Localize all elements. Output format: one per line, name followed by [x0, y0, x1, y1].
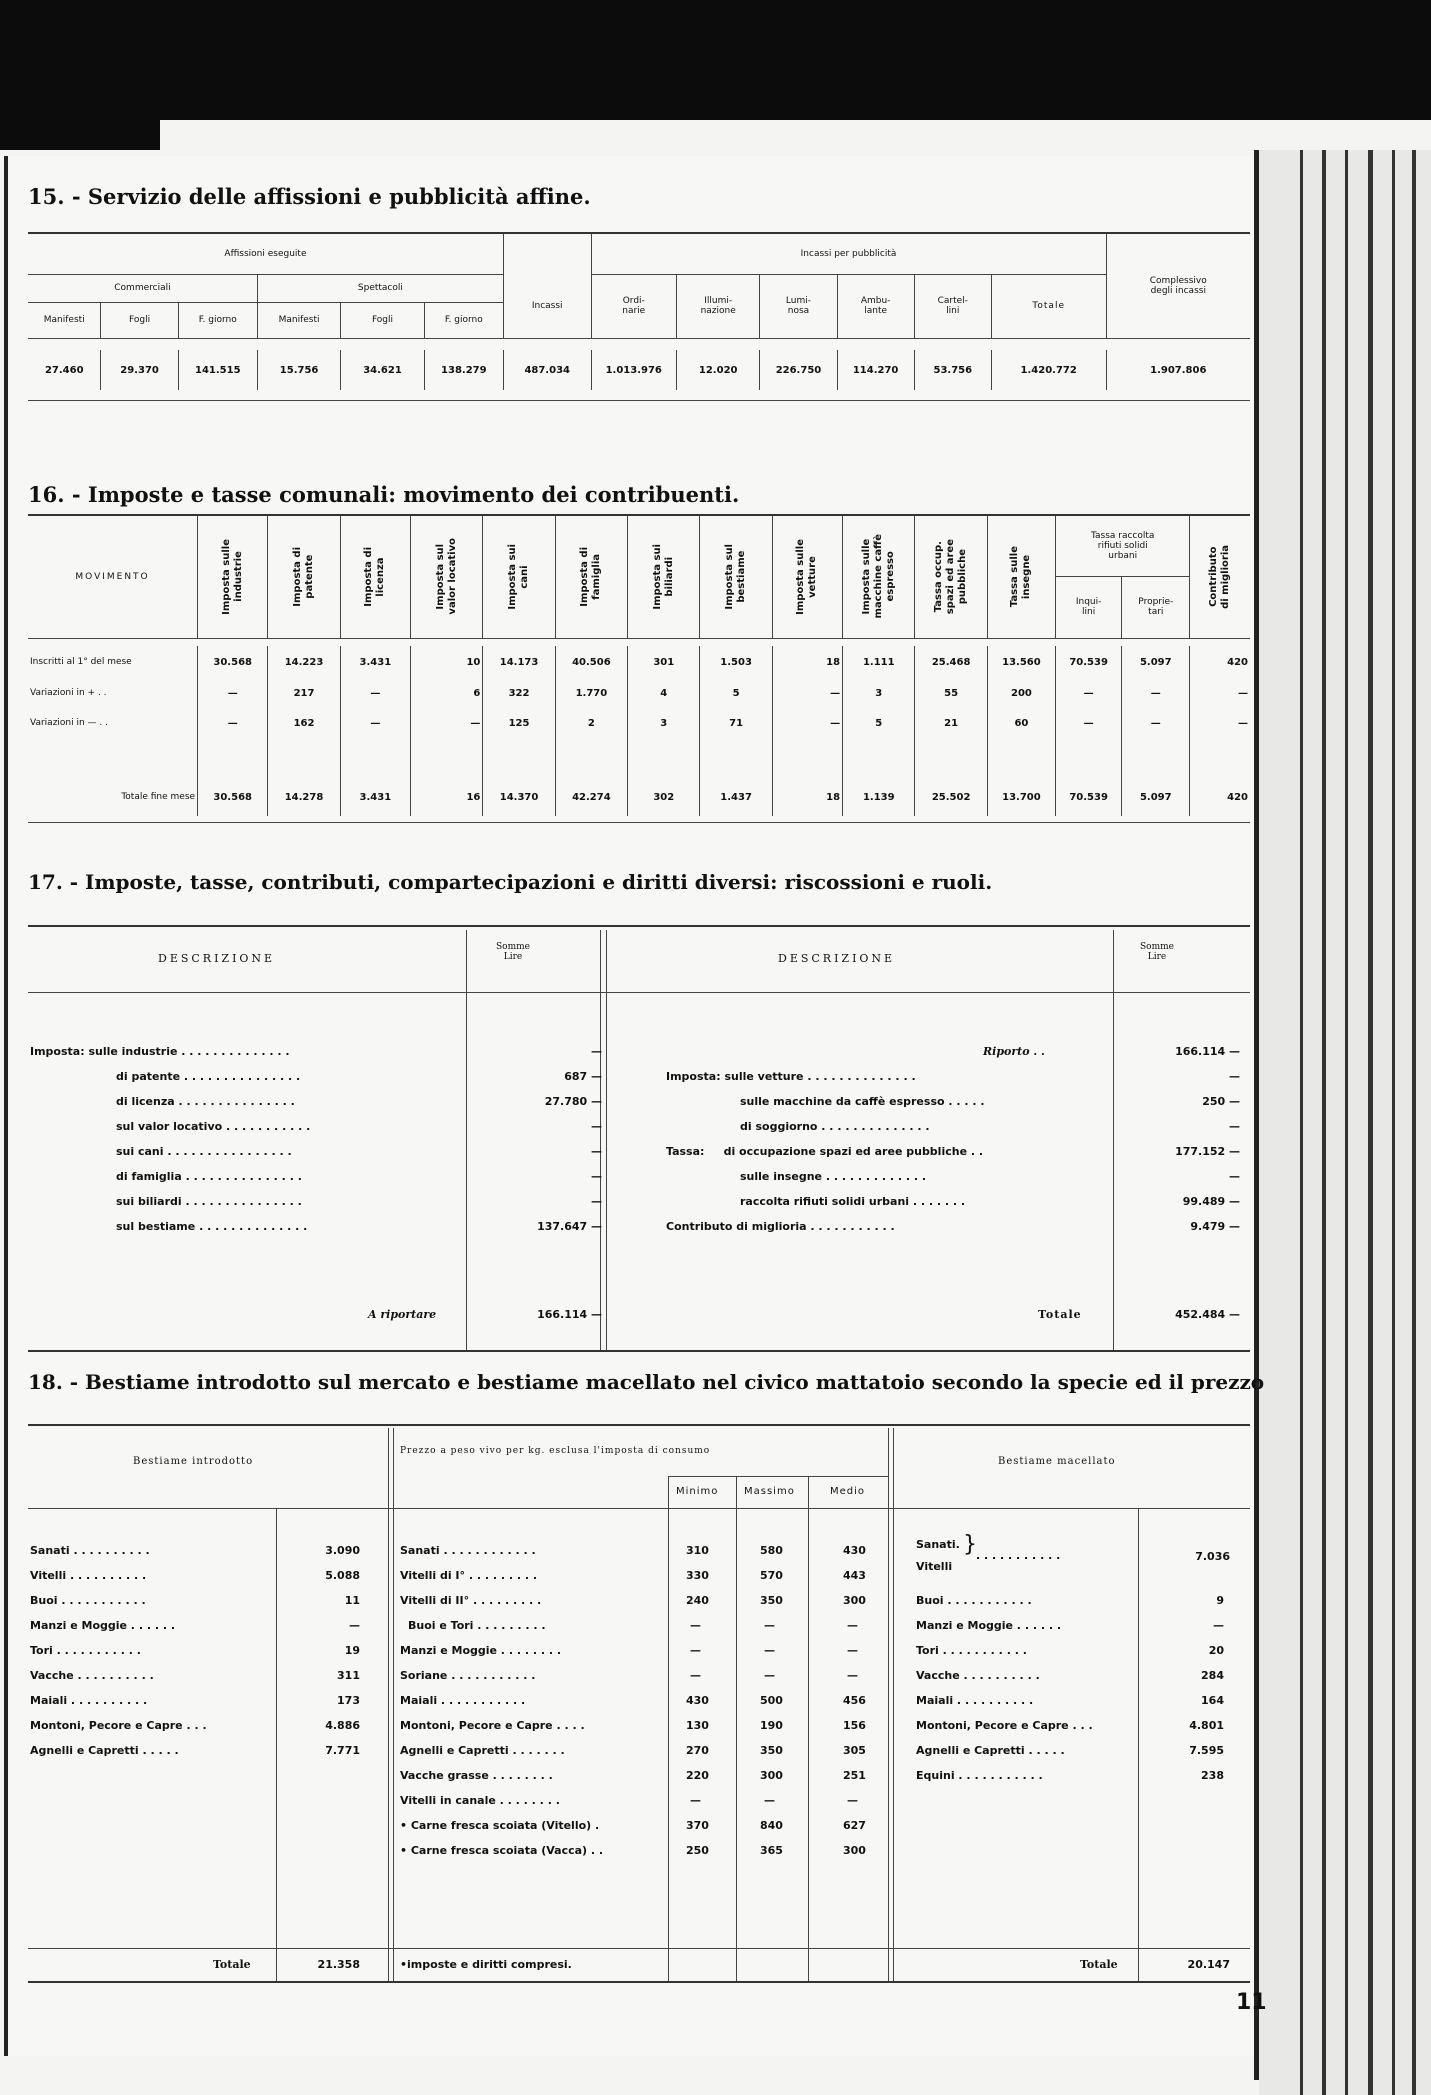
section-18-title: 18. - Bestiame introdotto sul mercato e bestiame macellato nel civico mattatoio secondo la specie ed il prezzo: [28, 1370, 1265, 1394]
cell-value: 16: [411, 778, 483, 816]
list-item-value: 27.780 —: [544, 1095, 602, 1108]
cell-value: —: [1122, 678, 1190, 708]
table-row: [28, 646, 1250, 678]
col-header: Tassa sulle insegne: [1009, 546, 1033, 608]
price-med: 305: [843, 1744, 866, 1757]
price-min: —: [690, 1669, 701, 1682]
price-max: 365: [760, 1844, 783, 1857]
cell-value: 487.034: [503, 350, 591, 390]
cell-value: —: [340, 678, 410, 708]
price-max: 840: [760, 1819, 783, 1832]
list-item-label: Equini . . . . . . . . . . .: [916, 1769, 1043, 1782]
price-max: —: [764, 1669, 775, 1682]
list-item-label: Riporto . .: [983, 1045, 1045, 1058]
header-ambulante: Ambu- lante: [837, 274, 914, 338]
list-item-label: Imposta: sulle vetture . . . . . . . . . . . . . .: [666, 1070, 916, 1083]
cell-value: —: [1122, 708, 1190, 738]
cell-value: 55: [915, 678, 987, 708]
col-header: Imposta di patente: [292, 546, 316, 607]
list-item-label: sulle insegne . . . . . . . . . . . . .: [740, 1170, 927, 1183]
cell-value: 13.700: [987, 778, 1055, 816]
cell-value: 42.274: [555, 778, 627, 816]
price-min: 220: [686, 1769, 709, 1782]
list-item-value: 4.886: [325, 1719, 360, 1732]
price-med: 300: [843, 1594, 866, 1607]
list-item-value: 284: [1201, 1669, 1224, 1682]
header-fgiorno: F. giorno: [444, 315, 483, 325]
price-min: —: [690, 1794, 701, 1807]
cell-value: 3: [843, 678, 915, 708]
total-value: 21.358: [317, 1958, 360, 1971]
brace-icon: }: [963, 1532, 977, 1557]
price-label: Vitelli di I° . . . . . . . . .: [400, 1569, 538, 1582]
price-min: —: [690, 1644, 701, 1657]
cell-value: 34.621: [341, 350, 424, 390]
cell-value: 18: [772, 778, 842, 816]
col-header: Imposta sulle macchine caffè espresso: [860, 534, 896, 619]
list-item-label: sulle macchine da caffè espresso . . . . .: [740, 1095, 985, 1108]
col-header: Imposta sul bestiame: [724, 543, 748, 610]
price-min: 250: [686, 1844, 709, 1857]
cell-value: —: [340, 708, 410, 738]
cell-value: 4: [628, 678, 700, 708]
col-header: Imposta di licenza: [363, 546, 387, 607]
cell-value: —: [411, 708, 483, 738]
header-incassi: Incassi: [503, 274, 591, 338]
list-item-value: —: [1229, 1120, 1240, 1133]
cell-value: 14.278: [268, 778, 340, 816]
cell-value: 1.437: [700, 778, 772, 816]
price-label: Vitelli in canale . . . . . . . .: [400, 1794, 560, 1807]
price-max: —: [764, 1644, 775, 1657]
row-label: Variazioni in + . .: [30, 688, 107, 698]
header-massimo: Massimo: [744, 1486, 795, 1497]
cell-value: 420: [1190, 646, 1250, 678]
list-item-label: sul valor locativo . . . . . . . . . . .: [116, 1120, 311, 1133]
cell-value: —: [1056, 678, 1122, 708]
list-item-value: 19: [344, 1644, 360, 1657]
section-16-title: 16. - Imposte e tasse comunali: movimento dei contribuenti.: [28, 482, 740, 507]
list-item-value: 9.479 —: [1190, 1220, 1240, 1233]
total-label: Totale: [1038, 1308, 1082, 1321]
cell-value: 40.506: [555, 646, 627, 678]
list-item-label: di patente . . . . . . . . . . . . . . .: [116, 1070, 301, 1083]
col-header: Contributo di miglioria: [1208, 544, 1232, 609]
header-inquilini: Inqui- lini: [1056, 576, 1122, 638]
price-label: Agnelli e Capretti . . . . . . .: [400, 1744, 565, 1757]
col-header: Imposta sulle vetture: [795, 538, 819, 615]
list-item-value: 5.088: [325, 1569, 360, 1582]
cell-value: 5.097: [1122, 646, 1190, 678]
list-item-label: di soggiorno . . . . . . . . . . . . . .: [740, 1120, 930, 1133]
header-incassi-pubblicita: Incassi per pubblicità: [591, 234, 1106, 274]
list-item-value: 20: [1208, 1644, 1224, 1657]
price-label: Vitelli di II° . . . . . . . . .: [400, 1594, 542, 1607]
price-med: 627: [843, 1819, 866, 1832]
list-item-value: 7.771: [325, 1744, 360, 1757]
cell-value: 420: [1190, 778, 1250, 816]
price-max: —: [764, 1619, 775, 1632]
cell-value: 30.568: [198, 646, 268, 678]
price-med: 156: [843, 1719, 866, 1732]
header-illuminazione: Illumi- nazione: [676, 274, 759, 338]
header-cartellini: Cartel- lini: [914, 274, 991, 338]
header-proprietari: Proprie- tari: [1122, 576, 1190, 638]
list-item-label: sui biliardi . . . . . . . . . . . . . . .: [116, 1195, 302, 1208]
carry-forward-label: A riportare: [368, 1308, 437, 1321]
section-18-table: [28, 1428, 1250, 1983]
page-stack-line: [1368, 150, 1373, 2095]
cell-value: 3.431: [340, 778, 410, 816]
price-max: 190: [760, 1719, 783, 1732]
list-item-value: 3.090: [325, 1544, 360, 1557]
cell-value: —: [1190, 678, 1250, 708]
list-item-label: di licenza . . . . . . . . . . . . . . .: [116, 1095, 295, 1108]
list-item-value: 11: [344, 1594, 360, 1607]
cell-value: 29.370: [101, 350, 178, 390]
header-manifesti: Manifesti: [257, 302, 340, 338]
cell-value: 27.460: [44, 364, 84, 376]
list-item-value: —: [1213, 1619, 1224, 1632]
price-min: —: [690, 1619, 701, 1632]
cell-value: 217: [268, 678, 340, 708]
header-medio: Medio: [830, 1486, 866, 1497]
header-manifesti: Manifesti: [28, 302, 101, 338]
price-min: 130: [686, 1719, 709, 1732]
list-item-label: Tassa: di occupazione spazi ed aree pubbliche . .: [666, 1145, 984, 1158]
cell-value: 3.431: [340, 646, 410, 678]
cell-value: 71: [700, 708, 772, 738]
header-somme: Somme Lire: [1140, 942, 1174, 962]
cell-value: 25.468: [915, 646, 987, 678]
section-15-title: 15. - Servizio delle affissioni e pubblicità affine.: [28, 184, 591, 209]
list-item-label: Sanati.: [916, 1538, 960, 1551]
price-label: Vacche grasse . . . . . . . .: [400, 1769, 553, 1782]
header-introdotto: Bestiame introdotto: [133, 1456, 254, 1467]
list-item-label: Buoi . . . . . . . . . . .: [916, 1594, 1032, 1607]
cell-value: 15.756: [257, 350, 340, 390]
list-item-value: 166.114 —: [1175, 1045, 1240, 1058]
row-label: Inscritti al 1° del mese: [30, 657, 132, 667]
price-label: • Carne fresca scoiata (Vacca) . .: [400, 1844, 604, 1857]
list-item-label: Montoni, Pecore e Capre . . .: [916, 1719, 1093, 1732]
carry-forward-value: 166.114 —: [537, 1308, 602, 1321]
list-item-label: Vitelli . . . . . . . . . .: [30, 1569, 147, 1582]
cell-value: 30.568: [198, 778, 268, 816]
list-item-value: 7.595: [1189, 1744, 1224, 1757]
section-16-table: [28, 516, 1250, 823]
header-luminosa: Lumi- nosa: [760, 274, 837, 338]
list-item-value: —: [591, 1145, 602, 1158]
price-med: —: [847, 1644, 858, 1657]
list-item-label: Maiali . . . . . . . . . .: [30, 1694, 148, 1707]
list-item-label: Montoni, Pecore e Capre . . .: [30, 1719, 207, 1732]
cell-value: 60: [987, 708, 1055, 738]
list-item-label: Vitelli: [916, 1560, 953, 1573]
price-min: 270: [686, 1744, 709, 1757]
list-item-value: 173: [337, 1694, 360, 1707]
total-value: 20.147: [1187, 1958, 1230, 1971]
cell-value: 5: [700, 678, 772, 708]
cell-value: 53.756: [914, 350, 991, 390]
price-max: 580: [760, 1544, 783, 1557]
price-label: Manzi e Moggie . . . . . . . .: [400, 1644, 562, 1657]
header-affissioni: Affissioni eseguite: [28, 234, 503, 274]
header-fogli: Fogli: [101, 302, 178, 338]
cell-value: 70.539: [1056, 778, 1122, 816]
price-label: Buoi e Tori . . . . . . . . .: [408, 1619, 546, 1632]
cell-value: 14.370: [483, 778, 555, 816]
cell-value: —: [1190, 708, 1250, 738]
cell-value: —: [198, 678, 268, 708]
cell-value: 1.013.976: [591, 350, 676, 390]
list-item-value: 99.489 —: [1182, 1195, 1240, 1208]
header-complessivo: Complessivo degli incassi: [1106, 234, 1250, 338]
cell-value: 3: [628, 708, 700, 738]
price-max: 500: [760, 1694, 783, 1707]
price-label: Montoni, Pecore e Capre . . . .: [400, 1719, 585, 1732]
header-minimo: Minimo: [676, 1486, 719, 1497]
price-med: 456: [843, 1694, 866, 1707]
list-item-value: 9: [1216, 1594, 1224, 1607]
total-label: Totale: [213, 1958, 251, 1971]
price-min: 370: [686, 1819, 709, 1832]
list-item-label: Manzi e Moggie . . . . . .: [30, 1619, 176, 1632]
col-header: Imposta sul valor locativo: [434, 538, 458, 616]
cell-value: 1.139: [843, 778, 915, 816]
list-item-value: 137.647 —: [537, 1220, 602, 1233]
cell-value: 1.907.806: [1106, 350, 1250, 390]
page-number: 11: [1236, 1990, 1267, 2015]
cell-value: 5: [843, 708, 915, 738]
price-med: 430: [843, 1544, 866, 1557]
price-label: Sanati . . . . . . . . . . . .: [400, 1544, 536, 1557]
list-item-label: Tori . . . . . . . . . . .: [916, 1644, 1027, 1657]
list-item-label: Vacche . . . . . . . . . .: [30, 1669, 154, 1682]
list-item-value: 238: [1201, 1769, 1224, 1782]
cell-value: 18: [772, 646, 842, 678]
header-macellato: Bestiame macellato: [998, 1456, 1116, 1467]
list-item-label: Maiali . . . . . . . . . .: [916, 1694, 1034, 1707]
list-item-label: Agnelli e Capretti . . . . .: [30, 1744, 179, 1757]
header-totale: Totale: [991, 274, 1106, 338]
col-header: Tassa occup. spazi ed aree pubbliche: [933, 539, 969, 615]
cell-value: 2: [555, 708, 627, 738]
list-item-value: 250 —: [1202, 1095, 1240, 1108]
cell-value: 301: [628, 646, 700, 678]
header-spettacoli: Spettacoli: [257, 274, 503, 302]
cell-value: 21: [915, 708, 987, 738]
cell-value: 14.173: [483, 646, 555, 678]
cell-value: 13.560: [987, 646, 1055, 678]
list-item-label: di famiglia . . . . . . . . . . . . . . .: [116, 1170, 302, 1183]
table-total-row: [28, 778, 1250, 816]
list-item-label: Sanati . . . . . . . . . .: [30, 1544, 150, 1557]
col-header: Imposta sui cani: [507, 543, 531, 610]
page-stack-line: [1392, 150, 1395, 2095]
col-header: Imposta sulle industrie: [220, 538, 244, 615]
scan-border-corner: [0, 0, 160, 150]
section-17-title: 17. - Imposte, tasse, contributi, compartecipazioni e diritti diversi: riscossioni e ruoli.: [28, 870, 993, 894]
cell-value: 1.420.772: [991, 350, 1106, 390]
page-stack-line: [1322, 150, 1326, 2095]
cell-value: —: [198, 708, 268, 738]
list-item-label: Agnelli e Capretti . . . . .: [916, 1744, 1065, 1757]
header-commerciali: Commerciali: [28, 274, 257, 302]
cell-value: 70.539: [1056, 646, 1122, 678]
page-stack-line: [1300, 150, 1303, 2095]
list-item-label: raccolta rifiuti solidi urbani . . . . . . .: [740, 1195, 966, 1208]
cell-value: 14.223: [268, 646, 340, 678]
header-somme: Somme Lire: [496, 942, 530, 962]
price-med: 300: [843, 1844, 866, 1857]
cell-value: 162: [268, 708, 340, 738]
cell-value: 6: [411, 678, 483, 708]
header-ordinarie: Ordi- narie: [591, 274, 676, 338]
list-item-label: sui cani . . . . . . . . . . . . . . . .: [116, 1145, 292, 1158]
price-max: 570: [760, 1569, 783, 1582]
page-stack-line: [1412, 150, 1416, 2095]
page-stack-line: [1345, 150, 1348, 2095]
row-label: Variazioni in — . .: [30, 718, 108, 728]
cell-value: 138.279: [424, 350, 503, 390]
list-item-label: Manzi e Moggie . . . . . .: [916, 1619, 1062, 1632]
price-med: —: [847, 1794, 858, 1807]
price-min: 430: [686, 1694, 709, 1707]
list-item-value: —: [591, 1170, 602, 1183]
price-max: 350: [760, 1744, 783, 1757]
list-item-value: —: [1229, 1070, 1240, 1083]
row-label: Totale fine mese: [121, 792, 196, 802]
cell-value: 25.502: [915, 778, 987, 816]
total-value: 452.484 —: [1175, 1308, 1240, 1321]
price-med: —: [847, 1619, 858, 1632]
price-label: • Carne fresca scoiata (Vitello) .: [400, 1819, 600, 1832]
page-edge-left: [4, 156, 8, 2056]
list-item-value: 4.801: [1189, 1719, 1224, 1732]
cell-value: 10: [411, 646, 483, 678]
price-note: •imposte e diritti compresi.: [400, 1958, 572, 1971]
list-item-value: 687 —: [564, 1070, 602, 1083]
cell-value: —: [1056, 708, 1122, 738]
list-item-value: 311: [337, 1669, 360, 1682]
price-min: 310: [686, 1544, 709, 1557]
cell-value: 1.503: [700, 646, 772, 678]
list-item-value: —: [349, 1619, 360, 1632]
table-row: [28, 708, 1250, 738]
list-item-value: 164: [1201, 1694, 1224, 1707]
dot-leader: . . . . . . . . . . .: [976, 1549, 1061, 1562]
price-max: 350: [760, 1594, 783, 1607]
cell-value: 5.097: [1122, 778, 1190, 816]
cell-value: 1.770: [555, 678, 627, 708]
col-header: Imposta sui biliardi: [651, 543, 675, 610]
cell-value: —: [772, 678, 842, 708]
price-max: 300: [760, 1769, 783, 1782]
table-row: [28, 678, 1250, 708]
price-med: —: [847, 1669, 858, 1682]
list-item-value: 7.036: [1195, 1550, 1230, 1563]
price-max: —: [764, 1794, 775, 1807]
section-17-rule: [28, 925, 1250, 927]
section-18-rule: [28, 1424, 1250, 1426]
cell-value: 226.750: [760, 350, 837, 390]
cell-value: 125: [483, 708, 555, 738]
total-label: Totale: [1080, 1958, 1118, 1971]
section-15-table: [28, 234, 1250, 401]
header-movimento: MOVIMENTO: [75, 571, 150, 582]
cell-value: 141.515: [178, 350, 257, 390]
list-item-value: —: [591, 1045, 602, 1058]
header-fogli: Fogli: [341, 302, 424, 338]
cell-value: 302: [628, 778, 700, 816]
price-min: 330: [686, 1569, 709, 1582]
header-descrizione: DESCRIZIONE: [158, 952, 276, 965]
cell-value: 200: [987, 678, 1055, 708]
cell-value: 322: [483, 678, 555, 708]
price-label: Maiali . . . . . . . . . . .: [400, 1694, 526, 1707]
header-tassa-raccolta: Tassa raccolta rifiuti solidi urbani: [1056, 516, 1190, 576]
cell-value: 1.111: [843, 646, 915, 678]
section-17-table: [28, 930, 1250, 1355]
cell-value: 114.270: [837, 350, 914, 390]
list-item-label: Vacche . . . . . . . . . .: [916, 1669, 1040, 1682]
price-label: Soriane . . . . . . . . . . .: [400, 1669, 536, 1682]
cell-value: —: [772, 708, 842, 738]
list-item-value: —: [591, 1120, 602, 1133]
header-fgiorno: F. giorno: [178, 302, 257, 338]
price-min: 240: [686, 1594, 709, 1607]
price-med: 251: [843, 1769, 866, 1782]
list-item-value: 177.152 —: [1175, 1145, 1240, 1158]
cell-value: 12.020: [676, 350, 759, 390]
header-descrizione: DESCRIZIONE: [778, 952, 896, 965]
list-item-value: —: [591, 1195, 602, 1208]
scan-border-top: [0, 0, 1431, 120]
list-item-label: Tori . . . . . . . . . . .: [30, 1644, 141, 1657]
list-item-label: Imposta: sulle industrie . . . . . . . . . . . . . .: [30, 1045, 290, 1058]
list-item-value: —: [1229, 1170, 1240, 1183]
col-header: Imposta di famiglia: [579, 546, 603, 607]
header-prezzo: Prezzo a peso vivo per kg. esclusa l'imposta di consumo: [400, 1446, 711, 1456]
price-med: 443: [843, 1569, 866, 1582]
list-item-label: sul bestiame . . . . . . . . . . . . . .: [116, 1220, 308, 1233]
list-item-label: Contributo di miglioria . . . . . . . . . . .: [666, 1220, 895, 1233]
list-item-label: Buoi . . . . . . . . . . .: [30, 1594, 146, 1607]
